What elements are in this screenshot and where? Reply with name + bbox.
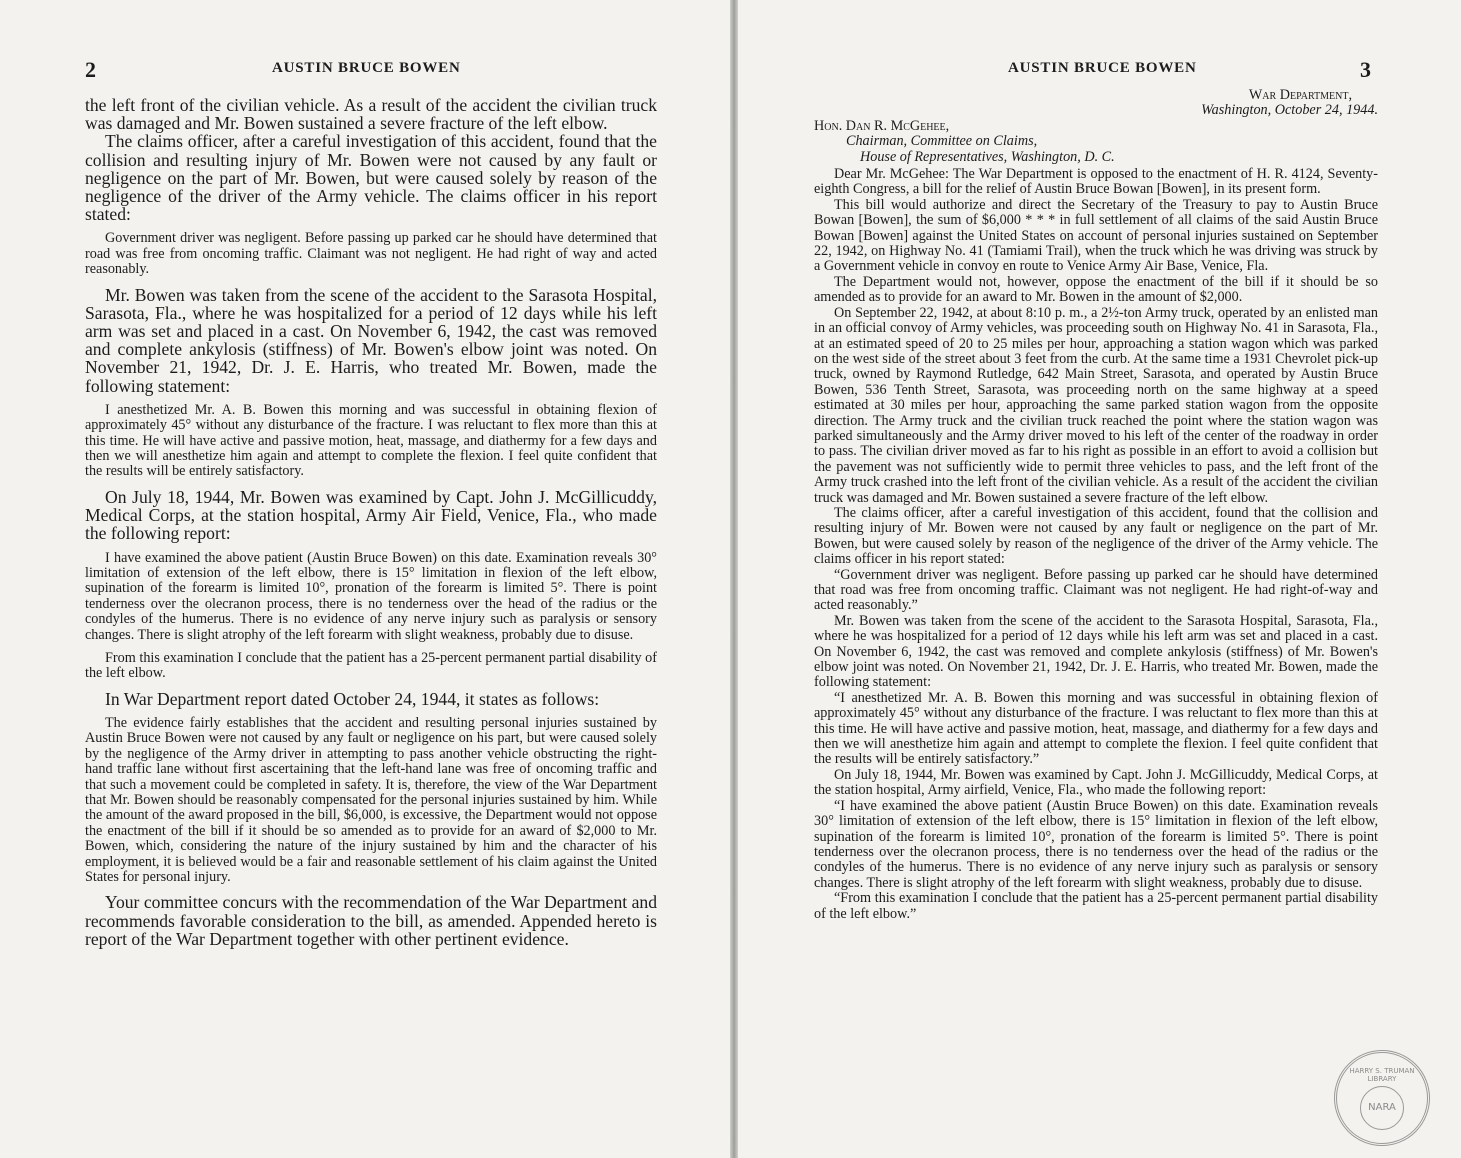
quoted-paragraph: I anesthetized Mr. A. B. Bowen this morning and was successful in obtaining flexion of approximately 45° without any disturbance of the fracture. I was reluctant to flex more than this at this time. He will have active and passive motion, heat, massage, and diathermy for a few days and then we will anesthetize him again and attempt to complete the flexion. I feel quite confident that the results will be entirely satisfactory. [85,401,657,480]
running-head: AUSTIN BRUCE BOWEN [1008,60,1197,76]
letter-date: Washington, October 24, 1944. [1201,102,1378,119]
letter-paragraph: “Government driver was negligent. Before passing up parked car he should have determined that road was free from oncoming traffic. Claimant was not negligent. He had right-of-way and acted reasonably.” [814,566,1378,614]
right-body [814,88,1378,922]
quoted-paragraph: From this examination I conclude that the patient has a 25-percent permanent partial disability of the left elbow. [85,649,657,682]
letter-paragraph: The claims officer, after a careful investigation of this accident, found that the collision and resulting injury of Mr. Bowen were not caused by any fault or negligence on the part of Mr. Bowen, but were caused solely by reason of the negligence of the driver of the Army vehicle. The claims officer in his report stated: [814,504,1378,568]
letter-paragraph: On July 18, 1944, Mr. Bowen was examined by Capt. John J. McGillicuddy, Medical Corps, at the station hospital, Army airfield, Venice, Fla., who made the following report: [814,766,1378,799]
letter-paragraph: “From this examination I conclude that the patient has a 25-percent permanent partial disability of the left elbow.” [814,890,1378,922]
left-page [0,0,730,1158]
addressee-place: House of Representatives, Washington, D. C. [860,148,1115,165]
left-body [85,96,657,948]
letter-paragraph: Dear Mr. McGehee: The War Department is opposed to the enactment of H. R. 4124, Seventy-eighth Congress, a bill for the relief of Austin Bruce Bowan [Bowen], in its present form. [814,166,1378,198]
letter-paragraph: The Department would not, however, oppose the enactment of the bill if it should be so amended as to provide for an award to Mr. Bowen in the amount of $2,000. [814,273,1378,306]
letter-paragraph: “I anesthetized Mr. A. B. Bowen this morning and was successful in obtaining flexion of approximately 45° without any disturbance of the fracture. I was reluctant to flex more than this at this time. He will have active and passive motion, heat, massage, and diathermy for a few days and then we will anesthetize him again and attempt to complete the flexion. I feel quite confident that the results will be entirely satisfactory.” [814,689,1378,768]
book-gutter [730,0,738,1158]
quoted-paragraph: The evidence fairly establishes that the accident and resulting personal injuries sustained by Austin Bruce Bowen were not caused by any fault or negligence on his part, but were caused solely by the negligence of the Army driver in attempting to pass another vehicle obstructing the right-hand traffic lane without first ascertaining that the left-hand lane was free of oncoming traffic and that such a movement could be completed in safety. It is, therefore, the view of the War Department that Mr. Bowen should be reasonably compensated for the personal injuries sustained by him. While the amount of the award proposed in the bill, $6,000, is excessive, the Department would not oppose the enactment of the bill if it should be so amended as to provide for an award of $2,000 to Mr. Bowen, which, considering the nature of the injury sustained by him and the character of his employment, it is believed would be a fair and reasonable settlement of his claim against the United States for personal injury. [85,714,657,886]
right-page [738,0,1461,1158]
quoted-paragraph: Government driver was negligent. Before passing up parked car he should have determined that road was free from oncoming traffic. Claimant was not negligent. He had right of way and acted reasonably. [85,230,657,278]
stamp-center: NARA [1360,1086,1404,1130]
quoted-paragraph: I have examined the above patient (Austin Bruce Bowen) on this date. Examination reveals 30° limitation of extension of the left elbow, there is 15° limitation in flexion of the left elbow, supination of the forearm is limited 10°, pronation of the forearm is limited 5°. There is point tenderness over the olecranon process, there is no tenderness over the head of the radius or the condyles of the humerus. There is no evidence of any nerve injury such as paralysis or sensory changes. There is slight atrophy of the left forearm with slight weakness, probably due to disuse. [85,549,657,643]
stamp-text: HARRY S. TRUMAN LIBRARY [1349,1066,1415,1083]
running-head: AUSTIN BRUCE BOWEN [272,60,461,76]
paragraph: Mr. Bowen was taken from the scene of the accident to the Sarasota Hospital, Sarasota, Fla., where he was hospitalized for a period of 12 days while his left arm was set and placed in a cast. On November 6, 1942, the cast was removed and complete ankylosis (stiffness) of Mr. Bowen's elbow joint was noted. On November 21, 1942, Dr. J. E. Harris, who treated Mr. Bowen, made the following statement: [85,284,657,396]
paragraph: Your committee concurs with the recommendation of the War Department and recommends favorable consideration to the bill, as amended. Appended hereto is report of the War Department together with other pertinent evidence. [85,892,657,949]
paragraph: In War Department report dated October 24, 1944, it states as follows: [105,688,600,709]
library-stamp [1334,1050,1430,1146]
page-number: 3 [1360,57,1371,82]
letter-paragraph: On September 22, 1942, at about 8:10 p. m., a 2½-ton Army truck, operated by an enlisted man in an official convoy of Army vehicles, was proceeding south on Highway No. 41 in Sarasota, Fla., at an estimated speed of 20 to 25 miles per hour, approaching a station wagon which was parked on the west side of the street about 3 feet from the curb. At the same time a 1931 Chevrolet pick-up truck, owned by Raymond Rutledge, 642 Main Street, Sarasota, and operated by Austin Bruce Bowen, 536 Tenth Street, Sarasota, was proceeding north on the same highway at a speed estimated at 30 miles per hour, approaching the same parked station wagon from the opposite direction. The Army truck and the civilian truck reached the point where the station wagon was parked simultaneously and the Army driver moved to his left of the center of the roadway in order to pass. The civilian driver moved as far to his right as possible in an effort to avoid a collision but the pavement was not sufficiently wide to permit three vehicles to pass, and the left front of the Army truck crashed into the left front of the civilian vehicle. As a result of the accident the civilian truck was damaged and Mr. Bowen sustained a severe fracture of the left elbow. [814,304,1378,506]
paragraph: On July 18, 1944, Mr. Bowen was examined by Capt. John J. McGillicuddy, Medical Corps, at the station hospital, Army Air Field, Venice, Fla., who made the following report: [85,486,657,544]
letter-paragraph: “I have examined the above patient (Austin Bruce Bowen) on this date. Examination reveals 30° limitation of extension of the left elbow, there is 15° limitation in flexion of the left elbow, supination of the forearm is limited 10°, pronation of the forearm is limited 5°. There is point tenderness over the olecranon process, there is no tenderness over the head of the radius or the condyles of the humerus. There is no evidence of any nerve injury such as paralysis or sensory changes. There is slight atrophy of the left forearm with slight weakness, probably due to disuse. [814,797,1378,891]
letter-sender: War Department, [1248,87,1352,103]
letter-paragraph: Mr. Bowen was taken from the scene of the accident to the Sarasota Hospital, Sarasota, Fla., where he was hospitalized for a period of 12 days while his left arm was set and placed in a cast. On November 6, 1942, the cast was removed and complete ankylosis (stiffness) of Mr. Bowen's elbow joint was noted. On November 21, 1942, Dr. J. E. Harris, who treated Mr. Bowen, made the following statement: [814,612,1378,691]
addressee-name: Hon. Dan R. McGehee, [814,117,950,134]
paragraph: The claims officer, after a careful investigation of this accident, found that the collision and resulting injury of Mr. Bowen were not caused by any fault or negligence on the part of Mr. Bowen, but were caused solely by reason of the negligence of the driver of the Army vehicle. The claims officer in his report stated: [85,131,657,225]
addressee-title: Chairman, Committee on Claims, [846,133,1038,150]
paragraph: the left front of the civilian vehicle. As a result of the accident the civilian truck was damaged and Mr. Bowen sustained a severe fracture of the left elbow. [85,95,657,134]
letter-paragraph: This bill would authorize and direct the Secretary of the Treasury to pay to Austin Bruce Bowan [Bowen], the sum of $6,000 * * * in full settlement of all claims of the said Austin Bruce Bowan [Bowen] against the United States on account of personal injuries sustained on September 22, 1942, on Highway No. 41 (Tamiami Trail), when the truck which he was driving was struck by a Government vehicle in convoy en route to Venice Army Air Base, Venice, Fla. [814,196,1378,275]
page-number: 2 [85,57,96,82]
